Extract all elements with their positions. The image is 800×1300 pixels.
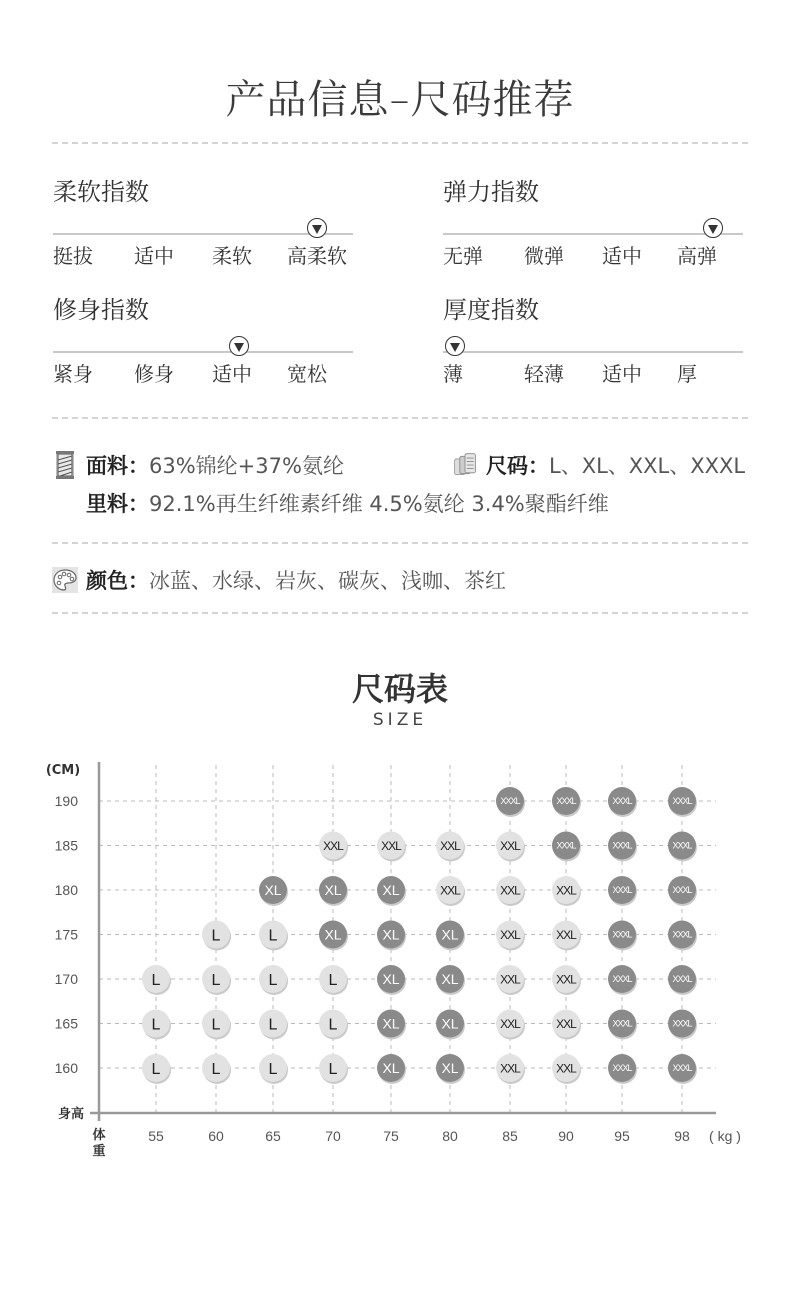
svg-text:XXXL: XXXL [672, 840, 692, 851]
size-options-label: 尺码： [486, 454, 549, 478]
index-level-label: 柔软 [212, 244, 252, 268]
size-marker [319, 876, 348, 906]
size-marker [436, 876, 465, 906]
index-level-label: 适中 [212, 362, 252, 386]
selected-marker-icon [307, 218, 327, 238]
y-tick-label: 180 [54, 882, 78, 898]
size-marker [377, 1010, 406, 1040]
size-marker [668, 876, 697, 906]
size-chart-title: 尺码表 [351, 670, 448, 708]
size-marker [259, 1054, 288, 1084]
svg-text:XXL: XXL [500, 972, 520, 987]
x-tick-label: 95 [614, 1128, 630, 1144]
x-unit-label: ( kg ) [709, 1128, 741, 1144]
index-level-label: 适中 [602, 362, 642, 386]
size-marker [259, 921, 288, 951]
size-marker [496, 787, 525, 817]
svg-text:L: L [151, 971, 161, 989]
svg-text:XXL: XXL [556, 927, 576, 942]
y-unit-label: (CM) [45, 763, 81, 778]
scale-line [443, 233, 743, 235]
size-marker [552, 1054, 581, 1084]
size-marker [319, 965, 348, 995]
svg-text:XL: XL [382, 1060, 400, 1077]
page-title: 产品信息–尺码推荐 [225, 77, 575, 123]
softness-index [53, 172, 353, 270]
size-marker [377, 876, 406, 906]
size-marker [608, 787, 637, 817]
svg-text:L: L [268, 1060, 278, 1078]
size-marker [377, 921, 406, 951]
size-marker [377, 965, 406, 995]
svg-text:XXL: XXL [500, 883, 520, 898]
x-axis-label: 重 [92, 1144, 106, 1159]
svg-text:XXXL: XXXL [612, 840, 632, 851]
index-scale [53, 336, 353, 356]
y-tick-label: 165 [54, 1015, 78, 1032]
x-axis-label: 体 [92, 1128, 106, 1143]
svg-text:L: L [211, 927, 221, 945]
size-marker [608, 921, 637, 951]
svg-text:XXXL: XXXL [556, 796, 576, 807]
index-levels [443, 358, 743, 388]
selected-marker-icon [229, 336, 249, 356]
svg-text:XL: XL [382, 926, 400, 943]
size-marker [608, 1054, 637, 1084]
size-marker [259, 1010, 288, 1040]
index-level-label: 薄 [443, 362, 463, 386]
size-marker [668, 832, 697, 862]
y-axis-label: 身高 [57, 1107, 84, 1122]
svg-text:XL: XL [441, 1060, 459, 1077]
x-tick-label: 75 [383, 1128, 399, 1144]
size-marker [202, 965, 231, 995]
colors-value: 冰蓝、水绿、岩灰、碳灰、浅咖、茶红 [149, 569, 506, 593]
index-level-label: 轻薄 [524, 362, 564, 386]
size-marker [552, 921, 581, 951]
svg-text:XXL: XXL [556, 1061, 576, 1076]
index-level-label: 厚 [677, 362, 697, 386]
size-marker [319, 832, 348, 862]
index-level-label: 紧身 [53, 362, 93, 386]
svg-text:XXXL: XXXL [556, 840, 576, 851]
size-marker [436, 921, 465, 951]
index-scale [443, 218, 743, 238]
svg-text:XXL: XXL [323, 838, 343, 853]
fabric-lining-label: 里料： [86, 492, 149, 516]
scale-line [443, 351, 743, 353]
divider [52, 142, 748, 144]
svg-text:XXXL: XXXL [612, 885, 632, 896]
size-marker [552, 787, 581, 817]
size-marker [436, 1010, 465, 1040]
x-tick-label: 60 [208, 1128, 224, 1144]
size-marker [496, 921, 525, 951]
size-marker [142, 1054, 171, 1084]
colors-label: 颜色： [86, 569, 149, 593]
svg-text:XL: XL [382, 971, 400, 988]
svg-text:XXXL: XXXL [672, 1063, 692, 1074]
size-marker [496, 1010, 525, 1040]
size-options-value: L、XL、XXL、XXXL [549, 454, 746, 478]
svg-text:XL: XL [324, 882, 342, 899]
size-marker [319, 1054, 348, 1084]
size-marker [142, 1010, 171, 1040]
size-marker [202, 1010, 231, 1040]
svg-text:XL: XL [382, 882, 400, 899]
palette-icon [52, 565, 78, 595]
index-levels [53, 358, 353, 388]
svg-text:XXXL: XXXL [672, 1018, 692, 1029]
svg-text:L: L [268, 971, 278, 989]
svg-text:XXXL: XXXL [612, 796, 632, 807]
size-marker [608, 965, 637, 995]
svg-text:XXXL: XXXL [672, 974, 692, 985]
svg-text:L: L [211, 1016, 221, 1034]
svg-text:L: L [328, 971, 338, 989]
svg-text:XXXL: XXXL [672, 796, 692, 807]
svg-text:XXXL: XXXL [612, 974, 632, 985]
fabric-outer-row [52, 450, 344, 480]
x-tick-label: 65 [265, 1128, 281, 1144]
index-scale [53, 218, 353, 238]
svg-text:XXL: XXL [500, 927, 520, 942]
svg-text:L: L [211, 971, 221, 989]
selected-marker-icon [703, 218, 723, 238]
size-marker [608, 876, 637, 906]
index-level-label: 适中 [134, 244, 174, 268]
fabric-lining-row [86, 488, 609, 518]
size-marker [608, 832, 637, 862]
index-title: 弹力指数 [443, 178, 539, 206]
x-tick-label: 80 [442, 1128, 458, 1144]
index-title: 厚度指数 [443, 296, 539, 324]
x-tick-label: 98 [674, 1128, 690, 1144]
y-tick-label: 170 [54, 971, 78, 987]
svg-text:XXXL: XXXL [500, 796, 520, 807]
index-levels [443, 240, 743, 270]
scale-line [53, 351, 353, 353]
index-title: 柔软指数 [53, 178, 149, 206]
index-level-label: 高弹 [677, 244, 717, 268]
svg-text:L: L [211, 1060, 221, 1078]
y-tick-label: 190 [54, 793, 78, 809]
size-marker [552, 832, 581, 862]
size-marker [259, 876, 288, 906]
svg-text:XXL: XXL [440, 883, 460, 898]
size-marker [436, 965, 465, 995]
thickness-index [443, 290, 743, 388]
index-level-label: 修身 [134, 362, 174, 386]
size-marker [436, 832, 465, 862]
svg-text:XXXL: XXXL [612, 1018, 632, 1029]
index-level-label: 宽松 [287, 362, 327, 386]
size-marker [552, 876, 581, 906]
svg-text:XXL: XXL [440, 838, 460, 853]
size-marker [202, 1054, 231, 1084]
svg-text:XL: XL [324, 926, 342, 943]
size-marker [496, 832, 525, 862]
divider [52, 417, 748, 419]
size-chart-subtitle: SIZE [372, 710, 428, 730]
size-marker [496, 876, 525, 906]
size-marker [496, 1054, 525, 1084]
index-title: 修身指数 [53, 296, 149, 324]
size-tags-icon [452, 450, 478, 480]
svg-text:XXL: XXL [556, 1016, 576, 1031]
fabric-outer-value: 63%锦纶+37%氨纶 [149, 454, 344, 478]
svg-text:XXL: XXL [500, 1061, 520, 1076]
fit-index [53, 290, 353, 388]
svg-text:XL: XL [264, 882, 282, 899]
colors-row [52, 565, 506, 595]
index-levels [53, 240, 353, 270]
svg-text:XL: XL [441, 971, 459, 988]
svg-text:XXXL: XXXL [612, 929, 632, 940]
x-tick-label: 85 [502, 1128, 518, 1144]
svg-text:XL: XL [441, 926, 459, 943]
svg-text:XXXL: XXXL [612, 1063, 632, 1074]
size-marker [436, 1054, 465, 1084]
index-level-label: 挺拔 [53, 244, 93, 268]
svg-text:L: L [268, 927, 278, 945]
divider [52, 542, 748, 544]
fabric-lining-value: 92.1%再生纤维素纤维 4.5%氨纶 3.4%聚酯纤维 [149, 492, 609, 516]
size-marker [668, 1054, 697, 1084]
svg-text:XXL: XXL [381, 838, 401, 853]
svg-text:L: L [151, 1060, 161, 1078]
size-marker [668, 1010, 697, 1040]
svg-text:XXL: XXL [500, 838, 520, 853]
size-chart [0, 750, 800, 1170]
fabric-outer-label: 面料： [86, 454, 149, 478]
size-marker [259, 965, 288, 995]
size-marker [552, 1010, 581, 1040]
index-level-label: 无弹 [443, 244, 483, 268]
index-level-label: 高柔软 [287, 244, 347, 268]
size-marker [377, 832, 406, 862]
index-level-label: 微弹 [524, 244, 564, 268]
svg-text:L: L [151, 1016, 161, 1034]
y-tick-label: 175 [54, 926, 78, 943]
svg-text:L: L [268, 1016, 278, 1034]
svg-text:L: L [328, 1016, 338, 1034]
size-options-row [452, 450, 745, 480]
size-marker [668, 787, 697, 817]
fabric-spool-icon [52, 450, 78, 480]
size-marker [319, 921, 348, 951]
x-tick-label: 55 [148, 1128, 164, 1144]
svg-text:XXXL: XXXL [672, 929, 692, 940]
index-level-label: 适中 [602, 244, 642, 268]
size-marker [319, 1010, 348, 1040]
elasticity-index [443, 172, 743, 270]
svg-text:XL: XL [441, 1015, 459, 1032]
divider [52, 612, 748, 614]
svg-text:XL: XL [382, 1015, 400, 1032]
size-marker [142, 965, 171, 995]
y-tick-label: 185 [54, 837, 78, 854]
svg-text:XXL: XXL [500, 1016, 520, 1031]
size-marker [668, 965, 697, 995]
index-scale [443, 336, 743, 356]
size-marker [202, 921, 231, 951]
x-tick-label: 70 [325, 1128, 341, 1144]
size-marker [552, 965, 581, 995]
svg-text:XXL: XXL [556, 883, 576, 898]
svg-text:L: L [328, 1060, 338, 1078]
size-marker [668, 921, 697, 951]
selected-marker-icon [445, 336, 465, 356]
y-tick-label: 160 [54, 1060, 78, 1076]
svg-text:XXXL: XXXL [672, 885, 692, 896]
size-marker [496, 965, 525, 995]
svg-text:XXL: XXL [556, 972, 576, 987]
x-tick-label: 90 [558, 1128, 574, 1144]
size-marker [608, 1010, 637, 1040]
size-marker [377, 1054, 406, 1084]
